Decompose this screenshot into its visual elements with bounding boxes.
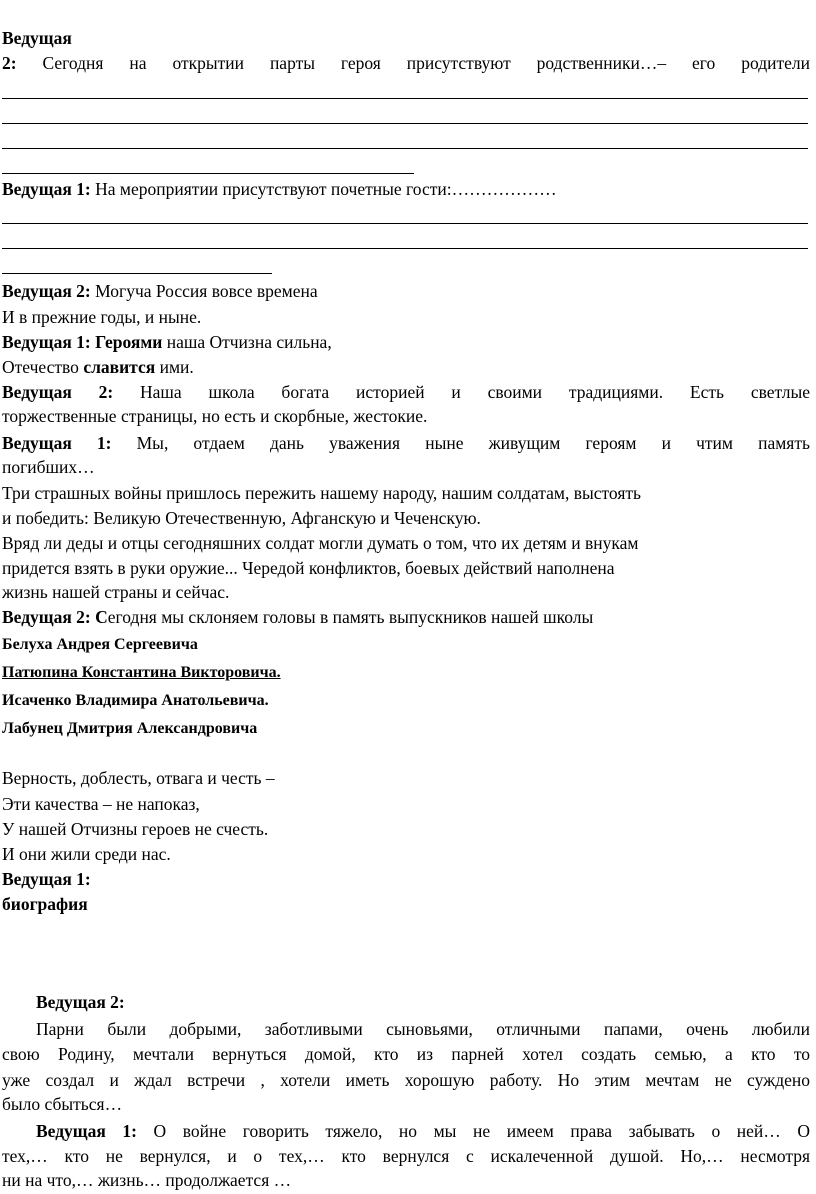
closing-line: ни на что,… жизнь… продолжается … xyxy=(2,1170,292,1190)
hero-name: Белуха Андрея Сергеевича xyxy=(2,636,198,653)
respect-line: Три страшных войны пришлось пережить нашему народу, нашим солдатам, выстоять xyxy=(2,483,642,503)
poem-line: Верность, доблесть, отвага и честь – xyxy=(2,768,275,788)
blank-line xyxy=(2,148,808,149)
hero-name xyxy=(2,661,810,685)
respect-line: придется взять в руки оружие... Чередой конфликтов, боевых действий наполнена xyxy=(2,558,615,578)
poem-line: И они жили среди нас. xyxy=(2,844,171,864)
verse-line xyxy=(2,279,810,303)
verse-line xyxy=(2,330,810,354)
respect-line: жизнь нашей страны и сейчас. xyxy=(2,582,230,602)
hero-name: Лабунец Дмитрия Александровича xyxy=(2,720,258,737)
tribute-text: егодня мы склоняем головы в память выпускников нашей школы xyxy=(107,607,594,627)
blank-line xyxy=(2,248,808,249)
blank-line xyxy=(2,223,808,224)
speaker-label: Ведущая 1: xyxy=(2,433,112,453)
verse-bold: Героями xyxy=(90,332,163,352)
speaker-heading: Ведущая xyxy=(2,28,72,48)
intro-text: Сегодня на открытии парты героя присутствуют родственники…– его родители xyxy=(42,53,811,73)
verse-line xyxy=(2,355,810,379)
respect-line: Вряд ли деды и отцы сегодняшних солдат могли думать о том, что их детям и внукам xyxy=(2,533,639,553)
poem-line: У нашей Отчизны героев не счесть. xyxy=(2,819,269,839)
speaker-label: Ведущая 2: С xyxy=(2,607,108,627)
verse-text: наша Отчизна сильна, xyxy=(162,332,332,352)
hero-name: Исаченко Владимира Анатольевича. xyxy=(2,692,269,709)
speaker-number: 2: xyxy=(2,53,17,73)
closing-line: свою Родину, мечтали вернуться домой, кто из парней хотел создать семью, а кто то xyxy=(2,1044,810,1064)
speaker-label: Ведущая 1: xyxy=(36,1121,137,1141)
blank-line xyxy=(2,98,808,99)
speaker-label: Ведущая 1: xyxy=(2,179,91,199)
closing-line: уже создал и ждал встречи , хотели иметь хорошую работу. Но этим мечтам не суждено xyxy=(2,1070,810,1090)
closing-line: было сбыться… xyxy=(2,1094,123,1114)
speaker-label: Ведущая 2: xyxy=(36,992,125,1012)
respect-line xyxy=(2,431,810,455)
verse-text: Отечество xyxy=(2,357,84,377)
closing-line: тех,… кто не вернулся, и о тех,… кто вернулся с искалеченной душой. Но,… несмотря xyxy=(2,1146,810,1166)
school-text: Наша школа богата историей и своими традициями. Есть светлые xyxy=(140,382,810,402)
respect-line: и победить: Великую Отечественную, Афганскую и Чеченскую. xyxy=(2,508,481,528)
closing-line xyxy=(36,1119,810,1143)
hero-name-text: Патюпина Константина Викторовича. xyxy=(2,664,281,681)
closing-line: Парни были добрыми, заботливыми сыновьями, отличными папами, очень любили xyxy=(36,1019,810,1039)
biography-label: биография xyxy=(2,894,88,914)
guests-line xyxy=(2,177,810,201)
speaker-label: Ведущая 2: xyxy=(2,281,91,301)
school-line: торжественные страницы, но есть и скорбные, жестокие. xyxy=(2,406,428,426)
verse-line: И в прежние годы, и ныне. xyxy=(2,307,202,327)
intro-line xyxy=(2,51,810,75)
guests-text: На мероприятии присутствуют почетные гости:……………… xyxy=(90,179,557,199)
poem-line: Эти качества – не напоказ, xyxy=(2,794,200,814)
verse-text: ими. xyxy=(155,357,194,377)
respect-text: Мы, отдаем дань уважения ныне живущим героям и чтим память xyxy=(136,433,810,453)
verse-text: Могуча Россия вовсе времена xyxy=(90,281,318,301)
blank-line xyxy=(2,173,414,174)
closing-text: О войне говорить тяжело, но мы не имеем права забывать о ней… О xyxy=(153,1121,810,1141)
speaker-label: Ведущая 1: xyxy=(2,332,91,352)
school-line xyxy=(2,380,810,404)
respect-line: погибших… xyxy=(2,457,95,477)
verse-bold: славится xyxy=(83,357,156,377)
tribute-line xyxy=(2,605,810,629)
speaker-label: Ведущая 1: xyxy=(2,869,91,889)
blank-line xyxy=(2,123,808,124)
blank-line xyxy=(2,273,272,274)
speaker-label: Ведущая 2: xyxy=(2,382,114,402)
